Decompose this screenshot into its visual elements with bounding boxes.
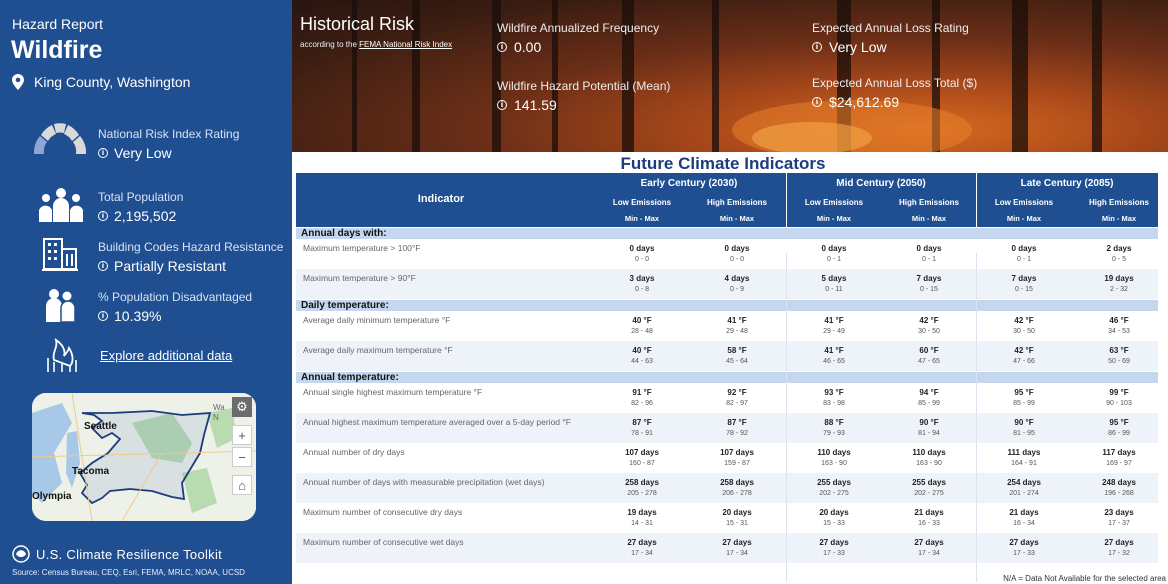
cell-value: 21 days [914, 508, 944, 517]
section-header: Daily temperature: [296, 299, 1158, 311]
cell-range: 196 - 268 [1104, 490, 1134, 497]
cell-range: 17 - 32 [1108, 550, 1130, 557]
cell-range: 17 - 37 [1108, 520, 1130, 527]
value-cell [881, 244, 977, 263]
value-cell [881, 478, 977, 497]
cell-value: 4 days [724, 274, 750, 283]
cell-range: 29 - 48 [726, 328, 748, 335]
cell-range: 79 - 93 [823, 430, 845, 437]
cell-value: 254 days [1007, 478, 1041, 487]
range-header: Min - Max [911, 214, 947, 223]
cell-range: 0 - 5 [1111, 256, 1126, 263]
column-divider [786, 253, 787, 582]
cell-range: 0 - 0 [634, 256, 649, 263]
cell-range: 0 - 8 [634, 286, 649, 293]
indicator-label: Maximum number of consecutive dry days [303, 507, 463, 517]
metric-loss-total [812, 76, 977, 110]
cell-value: 248 days [1102, 478, 1136, 487]
value-cell [881, 388, 977, 407]
cell-value: 27 days [914, 538, 944, 547]
forest-fire-backdrop [292, 0, 1168, 152]
cell-range: 160 - 87 [629, 460, 655, 467]
value-cell [594, 448, 690, 467]
table-row [296, 311, 1158, 341]
period-header: Early Century (2030) [640, 178, 738, 189]
info-icon[interactable]: i [98, 261, 108, 271]
value-cell [594, 478, 690, 497]
stat-population [98, 190, 183, 224]
indicator-label: Annual number of dry days [303, 447, 405, 457]
cell-range: 17 - 33 [1013, 550, 1035, 557]
cell-range: 17 - 34 [918, 550, 940, 557]
value-cell [786, 316, 882, 335]
value-cell [594, 274, 690, 293]
info-icon[interactable]: i [497, 42, 507, 52]
info-icon[interactable]: i [812, 97, 822, 107]
cell-value: 63 °F [1109, 346, 1129, 355]
source-note: Source: Census Bureau, CEQ, Esri, FEMA, MRLC, NOAA, UCSD [12, 568, 245, 577]
value-cell [976, 478, 1072, 497]
value-cell [786, 478, 882, 497]
cell-value: 27 days [1009, 538, 1039, 547]
indicator-label: Maximum number of consecutive wet days [303, 537, 464, 547]
cell-value: 27 days [1104, 538, 1134, 547]
cell-range: 202 - 275 [914, 490, 944, 497]
toolkit-logo-icon [12, 545, 30, 563]
cell-range: 17 - 34 [726, 550, 748, 557]
cell-value: 255 days [817, 478, 851, 487]
cell-value: 0 days [821, 244, 847, 253]
cell-value: 27 days [722, 538, 752, 547]
value-cell [1071, 538, 1167, 557]
location-label: King County, Washington [34, 74, 191, 90]
column-divider [976, 253, 977, 582]
cell-range: 15 - 31 [726, 520, 748, 527]
info-icon[interactable]: i [497, 100, 507, 110]
cell-range: 86 - 99 [1108, 430, 1130, 437]
cell-value: 88 °F [824, 418, 844, 427]
future-title: Future Climate Indicators [620, 154, 826, 173]
map-label-seattle: Seattle [84, 421, 117, 432]
cell-range: 169 - 97 [1106, 460, 1132, 467]
scenario-header: High Emissions [1088, 198, 1149, 207]
value-cell [594, 538, 690, 557]
stat-value: 10.39% [114, 308, 162, 324]
cell-value: 110 days [817, 448, 851, 457]
cell-value: 107 days [720, 448, 754, 457]
period-header: Late Century (2085) [1020, 178, 1114, 189]
toolkit-brand[interactable] [12, 545, 222, 563]
toolkit-brand-label: U.S. Climate Resilience Toolkit [36, 546, 223, 562]
cell-value: 87 °F [632, 418, 652, 427]
table-row [296, 413, 1158, 443]
cell-range: 30 - 50 [918, 328, 940, 335]
cell-value: 99 °F [1109, 388, 1129, 397]
cell-range: 85 - 99 [1013, 400, 1035, 407]
table-row [296, 443, 1158, 473]
cell-range: 0 - 9 [729, 286, 744, 293]
cell-value: 92 °F [727, 388, 747, 397]
value-cell [1071, 274, 1167, 293]
value-cell [1071, 478, 1167, 497]
cell-value: 258 days [625, 478, 659, 487]
value-cell [786, 274, 882, 293]
value-cell [689, 478, 785, 497]
value-cell [786, 448, 882, 467]
value-cell [976, 538, 1072, 557]
period-header: Mid Century (2050) [836, 178, 926, 189]
cell-range: 30 - 50 [1013, 328, 1035, 335]
cell-range: 17 - 34 [631, 550, 653, 557]
table-row [296, 383, 1158, 413]
table-row [296, 269, 1158, 299]
indicator-label: Annual number of days with measurable precipitation (wet days) [303, 477, 545, 487]
home-icon[interactable]: ⌂ [232, 475, 252, 495]
value-cell [881, 508, 977, 527]
indicator-label: Average daily maximum temperature °F [303, 345, 453, 355]
table-row [296, 533, 1158, 563]
metric-value: $24,612.69 [829, 94, 900, 110]
value-cell [1071, 448, 1167, 467]
cell-value: 40 °F [632, 346, 652, 355]
cell-range: 34 - 53 [1108, 328, 1130, 335]
info-icon[interactable]: i [98, 311, 108, 321]
cell-value: 40 °F [632, 316, 652, 325]
fire-icon [44, 338, 80, 374]
indicator-label: Maximum temperature > 90°F [303, 273, 416, 283]
cell-value: 117 days [1102, 448, 1136, 457]
cell-range: 82 - 97 [726, 400, 748, 407]
value-cell [881, 538, 977, 557]
historical-title: Historical Risk [300, 14, 415, 34]
scenario-header: High Emissions [898, 198, 959, 207]
future-climate-panel [292, 152, 1168, 584]
range-header: Min - Max [1101, 214, 1137, 223]
hazard-title: Wildfire [11, 36, 103, 64]
stat-value: 2,195,502 [114, 208, 177, 224]
value-cell [594, 346, 690, 365]
table-row [296, 503, 1158, 533]
cell-value: 91 °F [632, 388, 652, 397]
cell-value: 90 °F [919, 418, 939, 427]
cell-value: 0 days [724, 244, 750, 253]
cell-range: 81 - 95 [1013, 430, 1035, 437]
cell-range: 163 - 90 [916, 460, 942, 467]
cell-range: 78 - 92 [726, 430, 748, 437]
explore-data-link[interactable]: Explore additional data [100, 348, 233, 363]
indicator-label: Average daily minimum temperature °F [303, 315, 451, 325]
cell-range: 17 - 33 [823, 550, 845, 557]
scenario-header: Low Emissions [612, 198, 672, 207]
cell-value: 42 °F [1014, 316, 1034, 325]
value-cell [1071, 316, 1167, 335]
cell-range: 0 - 0 [729, 256, 744, 263]
cell-value: 27 days [627, 538, 657, 547]
value-cell [1071, 388, 1167, 407]
cell-value: 110 days [912, 448, 946, 457]
value-cell [689, 448, 785, 467]
cell-value: 60 °F [919, 346, 939, 355]
cell-value: 27 days [819, 538, 849, 547]
info-icon[interactable]: i [98, 148, 108, 158]
value-cell [689, 316, 785, 335]
cell-range: 0 - 15 [920, 286, 938, 293]
scenario-header: High Emissions [706, 198, 767, 207]
indicator-header: Indicator [417, 193, 465, 205]
indicators-table [296, 173, 1158, 563]
cell-value: 7 days [916, 274, 942, 283]
zoom-out-icon[interactable]: − [232, 447, 252, 467]
value-cell [976, 508, 1072, 527]
value-cell [881, 418, 977, 437]
info-icon[interactable]: i [812, 42, 822, 52]
cell-range: 16 - 34 [1013, 520, 1035, 527]
metric-label: Expected Annual Loss Rating [812, 21, 969, 35]
metric-value: 141.59 [514, 97, 557, 113]
metric-loss-rating [812, 21, 969, 55]
value-cell [976, 388, 1072, 407]
map-label-partial: Wa [213, 403, 225, 412]
cell-range: 29 - 49 [823, 328, 845, 335]
value-cell [1071, 508, 1167, 527]
stat-risk-rating [98, 127, 239, 161]
cell-value: 41 °F [824, 346, 844, 355]
cell-range: 0 - 1 [826, 256, 841, 263]
stat-value: Partially Resistant [114, 258, 227, 274]
value-cell [594, 244, 690, 263]
stat-disadvantaged [98, 290, 252, 324]
scenario-header: Low Emissions [994, 198, 1054, 207]
location-pin-icon [12, 74, 24, 90]
cell-value: 23 days [1104, 508, 1134, 517]
metric-annualized-frequency [497, 21, 659, 55]
cell-range: 15 - 33 [823, 520, 845, 527]
table-row [296, 341, 1158, 371]
cell-value: 0 days [629, 244, 655, 253]
cell-range: 47 - 66 [1013, 358, 1035, 365]
range-header: Min - Max [624, 214, 660, 223]
value-cell [881, 274, 977, 293]
cell-value: 93 °F [824, 388, 844, 397]
value-cell [786, 538, 882, 557]
building-icon [42, 237, 78, 271]
cell-value: 90 °F [1014, 418, 1034, 427]
cell-range: 0 - 1 [921, 256, 936, 263]
fema-nri-link[interactable]: FEMA National Risk Index [359, 40, 453, 49]
cell-value: 42 °F [919, 316, 939, 325]
cell-range: 28 - 48 [631, 328, 653, 335]
value-cell [594, 418, 690, 437]
table-row [296, 473, 1158, 503]
cell-value: 0 days [1011, 244, 1037, 253]
cell-value: 41 °F [727, 316, 747, 325]
cell-range: 163 - 90 [821, 460, 847, 467]
cell-value: 2 days [1106, 244, 1132, 253]
cell-range: 201 - 274 [1009, 490, 1039, 497]
metric-value: 0.00 [514, 39, 542, 55]
value-cell [594, 316, 690, 335]
county-map[interactable] [32, 393, 256, 521]
cell-range: 82 - 96 [631, 400, 653, 407]
range-header: Min - Max [816, 214, 852, 223]
value-cell [689, 418, 785, 437]
cell-range: 50 - 69 [1108, 358, 1130, 365]
gear-icon[interactable]: ⚙ [232, 397, 252, 417]
metric-hazard-potential [497, 79, 670, 113]
value-cell [1071, 418, 1167, 437]
value-cell [976, 274, 1072, 293]
value-cell [786, 508, 882, 527]
location [12, 74, 190, 90]
metric-label: Wildfire Annualized Frequency [497, 21, 660, 35]
cell-range: 78 - 91 [631, 430, 653, 437]
cell-value: 3 days [629, 274, 655, 283]
value-cell [976, 418, 1072, 437]
cell-value: 41 °F [824, 316, 844, 325]
table-header [296, 173, 1158, 227]
cell-value: 42 °F [1014, 346, 1034, 355]
value-cell [881, 346, 977, 365]
table-body [296, 227, 1158, 563]
cell-value: 111 days [1007, 448, 1041, 457]
cell-value: 21 days [1009, 508, 1039, 517]
info-icon[interactable]: i [98, 211, 108, 221]
cell-value: 0 days [916, 244, 942, 253]
value-cell [786, 388, 882, 407]
value-cell [689, 274, 785, 293]
value-cell [881, 448, 977, 467]
cell-value: 5 days [821, 274, 847, 283]
table-row [296, 239, 1158, 269]
cell-range: 202 - 275 [819, 490, 849, 497]
zoom-in-icon[interactable]: + [232, 425, 252, 445]
cell-value: 95 °F [1014, 388, 1034, 397]
value-cell [786, 346, 882, 365]
section-header: Annual days with: [296, 227, 1158, 239]
value-cell [881, 316, 977, 335]
cell-value: 87 °F [727, 418, 747, 427]
sidebar [0, 0, 292, 584]
gauge-icon [32, 120, 88, 156]
stat-value: Very Low [114, 145, 172, 161]
cell-range: 83 - 98 [823, 400, 845, 407]
cell-range: 81 - 94 [918, 430, 940, 437]
cell-value: 20 days [819, 508, 849, 517]
report-label: Hazard Report [12, 16, 104, 32]
cell-range: 164 - 91 [1011, 460, 1037, 467]
cell-range: 16 - 33 [918, 520, 940, 527]
value-cell [786, 418, 882, 437]
range-header: Min - Max [1006, 214, 1042, 223]
value-cell [976, 346, 1072, 365]
subtitle-prefix: according to the [300, 40, 357, 49]
indicator-label: Annual single highest maximum temperature °F [303, 387, 483, 397]
cell-value: 7 days [1011, 274, 1037, 283]
cell-value: 107 days [625, 448, 659, 457]
cell-range: 90 - 103 [1106, 400, 1132, 407]
stat-label: Total Population [98, 190, 184, 204]
cell-value: 58 °F [727, 346, 747, 355]
cell-value: 95 °F [1109, 418, 1129, 427]
stat-label: National Risk Index Rating [98, 127, 240, 141]
value-cell [594, 508, 690, 527]
cell-range: 206 - 278 [722, 490, 752, 497]
value-cell [689, 508, 785, 527]
value-cell [689, 244, 785, 263]
map-label-olympia: Olympia [32, 491, 72, 502]
value-cell [976, 244, 1072, 263]
scenario-header: Low Emissions [804, 198, 864, 207]
value-cell [594, 388, 690, 407]
population-icon [38, 186, 84, 222]
cell-value: 255 days [912, 478, 946, 487]
na-footnote: N/A = Data Not Available for the selected area [1003, 574, 1166, 583]
indicator-label: Maximum temperature > 100°F [303, 243, 421, 253]
cell-value: 258 days [720, 478, 754, 487]
value-cell [1071, 244, 1167, 263]
cell-range: 85 - 99 [918, 400, 940, 407]
cell-range: 46 - 65 [823, 358, 845, 365]
value-cell [976, 316, 1072, 335]
value-cell [1071, 346, 1167, 365]
cell-value: 19 days [627, 508, 657, 517]
cell-range: 159 - 87 [724, 460, 750, 467]
historical-risk-panel [292, 0, 1168, 152]
range-header: Min - Max [719, 214, 755, 223]
value-cell [976, 448, 1072, 467]
cell-range: 0 - 1 [1016, 256, 1031, 263]
cell-range: 44 - 63 [631, 358, 653, 365]
stat-label: % Population Disadvantaged [98, 290, 253, 304]
section-header: Annual temperature: [296, 371, 1158, 383]
cell-range: 205 - 278 [627, 490, 657, 497]
cell-range: 45 - 64 [726, 358, 748, 365]
historical-subtitle [300, 40, 452, 49]
indicator-label: Annual highest maximum temperature averaged over a 5-day period °F [303, 417, 571, 427]
map-label-partial: N [213, 413, 219, 422]
cell-value: 19 days [1104, 274, 1134, 283]
value-cell [786, 244, 882, 263]
cell-value: 20 days [722, 508, 752, 517]
cell-value: 94 °F [919, 388, 939, 397]
map-label-tacoma: Tacoma [72, 466, 110, 477]
metric-label: Expected Annual Loss Total ($) [812, 76, 978, 90]
cell-range: 14 - 31 [631, 520, 653, 527]
value-cell [689, 346, 785, 365]
value-cell [689, 388, 785, 407]
cell-range: 47 - 65 [918, 358, 940, 365]
cell-range: 0 - 11 [825, 286, 843, 293]
metric-value: Very Low [829, 39, 887, 55]
stat-building-codes [98, 240, 283, 274]
cell-range: 2 - 32 [1110, 286, 1128, 293]
metric-label: Wildfire Hazard Potential (Mean) [497, 79, 671, 93]
stat-label: Building Codes Hazard Resistance [98, 240, 284, 254]
people-icon [44, 288, 76, 322]
cell-value: 46 °F [1109, 316, 1129, 325]
value-cell [689, 538, 785, 557]
cell-range: 0 - 15 [1015, 286, 1033, 293]
